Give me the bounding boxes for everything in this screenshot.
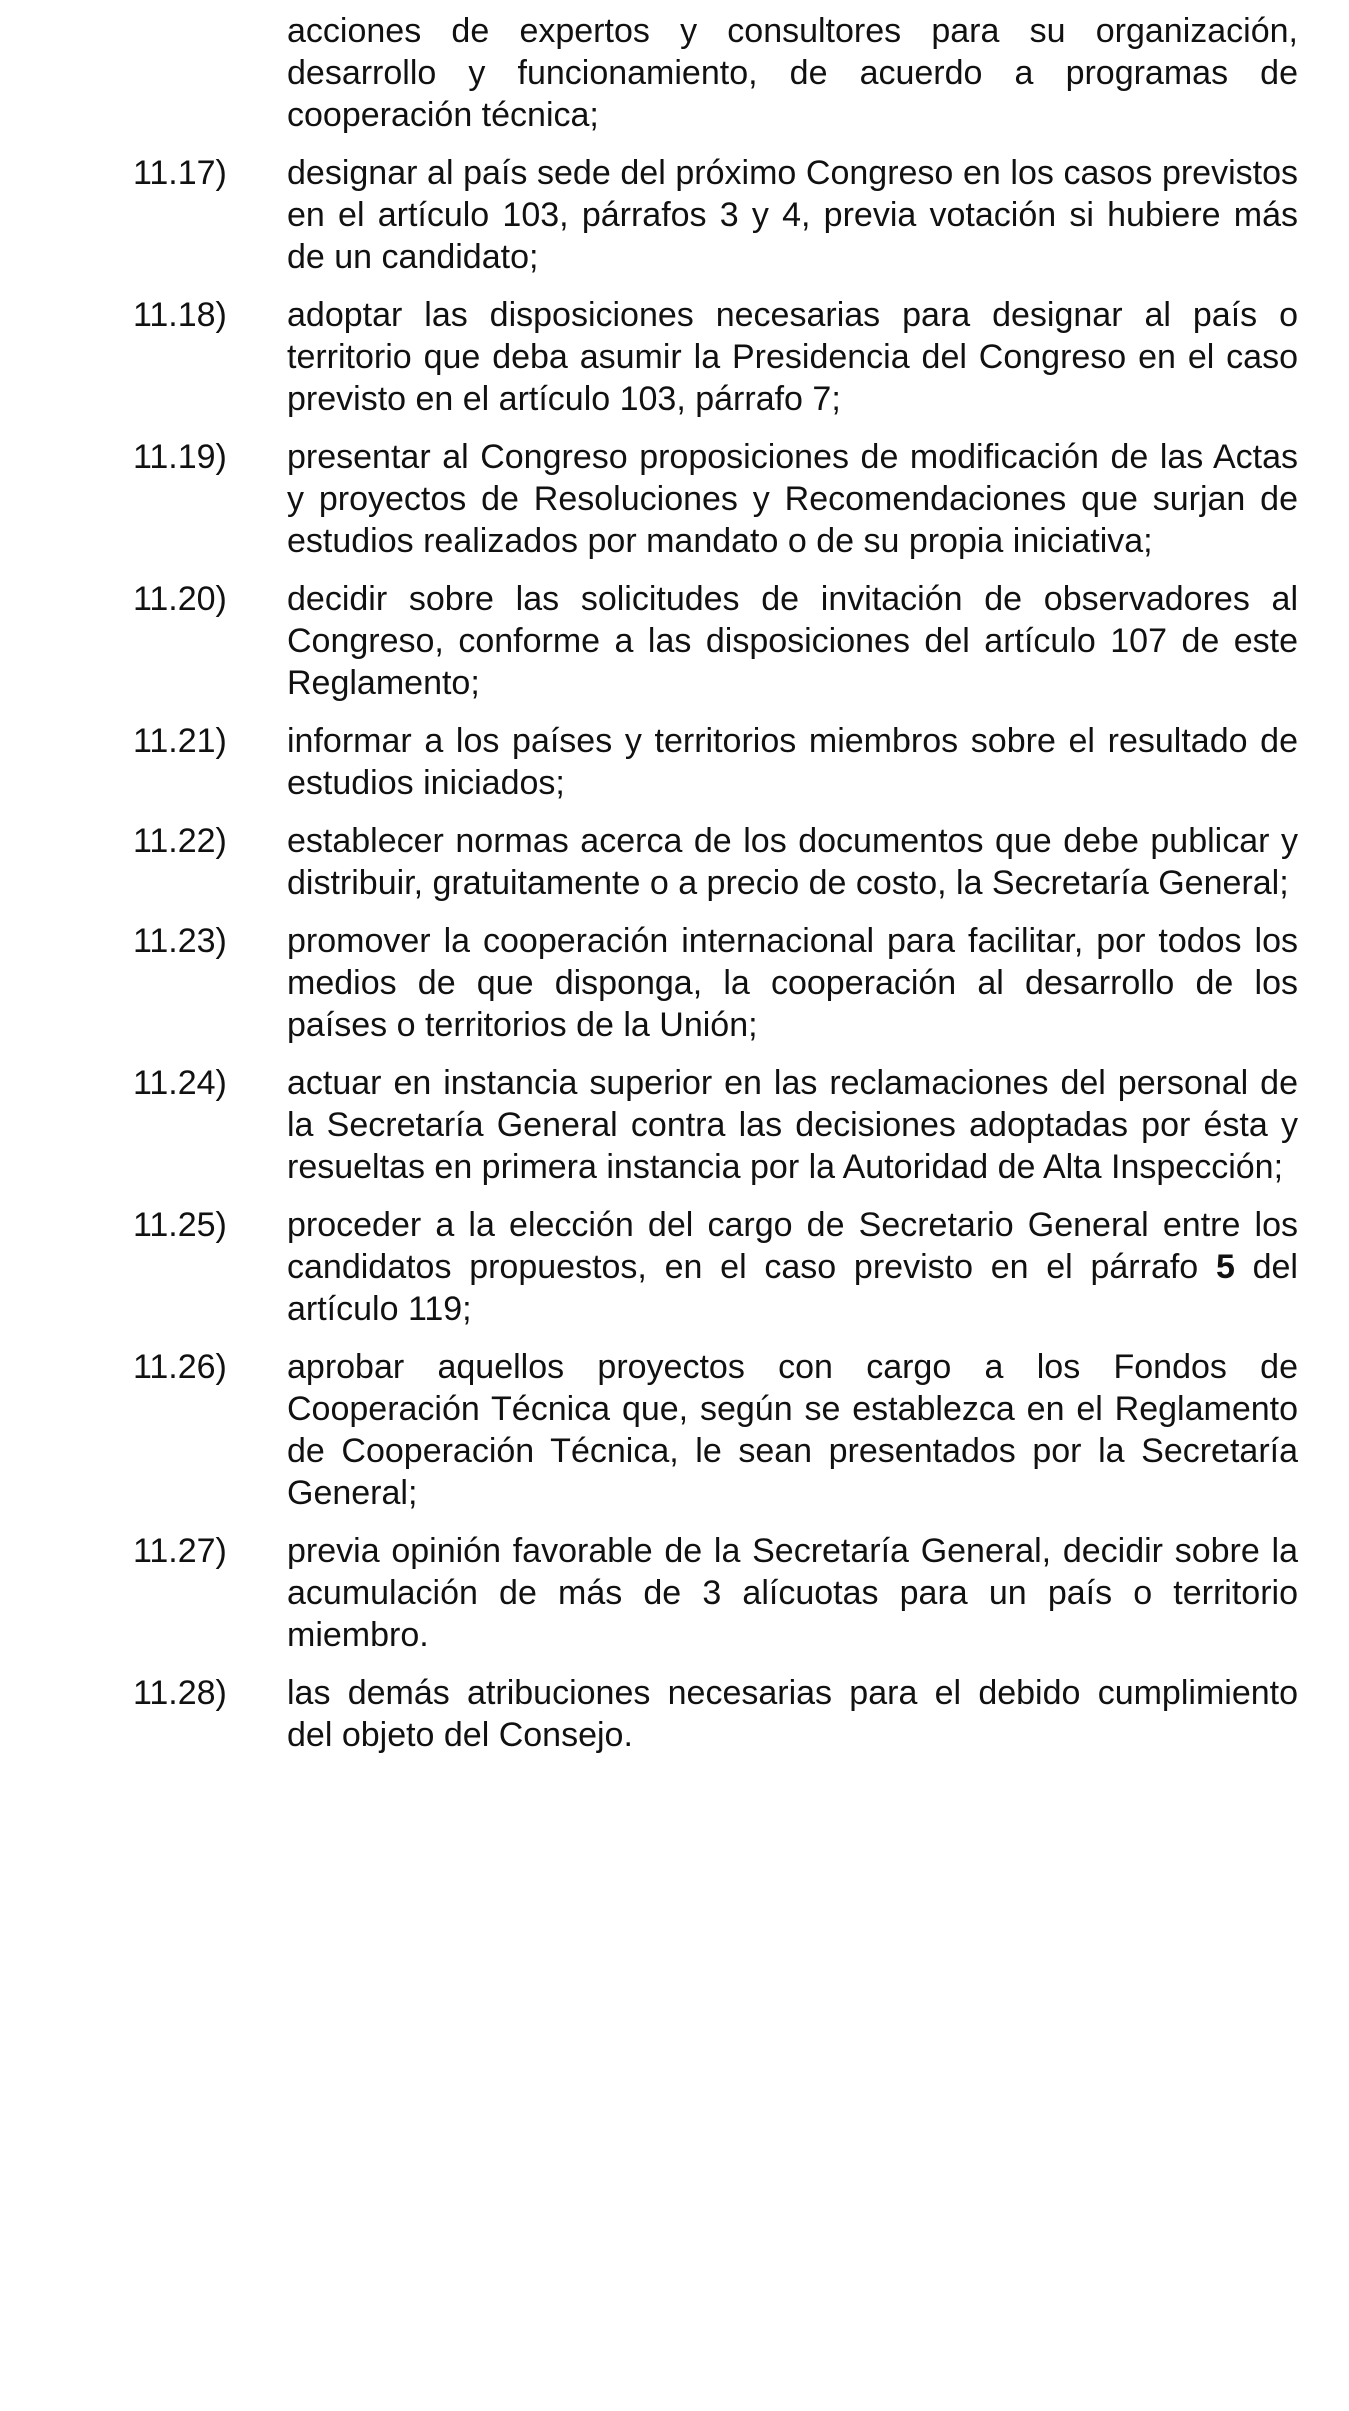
item-text: designar al país sede del próximo Congreso en los casos previstos en el artículo 103, párrafos 3 y 4, previa votación si hubiere más de un candidato; <box>287 154 1298 276</box>
item-number: 11.21) <box>133 722 227 760</box>
item-number: 11.26) <box>133 1348 227 1386</box>
item-number: 11.20) <box>133 580 227 618</box>
list-item-11-23 <box>133 920 1298 1046</box>
item-text: establecer normas acerca de los documentos que debe publicar y distribuir, gratuitamente o a precio de costo, la Secretaría General; <box>287 822 1298 902</box>
list-item-11-28 <box>133 1672 1298 1756</box>
item-text: las demás atribuciones necesarias para el debido cumplimiento del objeto del Consejo. <box>287 1674 1298 1754</box>
list-item-11-17 <box>133 152 1298 278</box>
item-text: adoptar las disposiciones necesarias para designar al país o territorio que deba asumir la Presidencia del Congreso en el caso previsto en el artículo 103, párrafo 7; <box>287 296 1298 418</box>
item-text: presentar al Congreso proposiciones de modificación de las Actas y proyectos de Resoluciones y Recomendaciones que surjan de estudios realizados por mandato o de su propia iniciativa; <box>287 438 1298 560</box>
item-text: informar a los países y territorios miembros sobre el resultado de estudios iniciados; <box>287 722 1298 802</box>
list-item-11-18 <box>133 294 1298 420</box>
item-text-before-strong: proceder a la elección del cargo de Secretario General entre los candidatos propuestos, en el caso previsto en el párrafo <box>287 1206 1298 1286</box>
item-text: previa opinión favorable de la Secretaría General, decidir sobre la acumulación de más de 3 alícuotas para un país o territorio miembro. <box>287 1532 1298 1654</box>
item-number: 11.24) <box>133 1064 227 1102</box>
bold-paragraph-number: 5 <box>1215 1248 1235 1286</box>
item-number: 11.27) <box>133 1532 227 1570</box>
item-text: promover la cooperación internacional para facilitar, por todos los medios de que disponga, la cooperación al desarrollo de los países o territorios de la Unión; <box>287 922 1298 1044</box>
continued-paragraph: acciones de expertos y consultores para su organización, desarrollo y funcionamiento, de acuerdo a programas de cooperación técnica; <box>287 12 1298 134</box>
list-item-11-26 <box>133 1346 1298 1514</box>
item-number: 11.22) <box>133 822 227 860</box>
item-text: aprobar aquellos proyectos con cargo a los Fondos de Cooperación Técnica que, según se establezca en el Reglamento de Cooperación Técnica, le sean presentados por la Secretaría General; <box>287 1348 1298 1512</box>
list-item-11-22 <box>133 820 1298 904</box>
item-number: 11.17) <box>133 154 227 192</box>
item-text: decidir sobre las solicitudes de invitación de observadores al Congreso, conforme a las disposiciones del artículo 107 de este Reglamento; <box>287 580 1298 702</box>
item-number: 11.25) <box>133 1206 227 1244</box>
item-text <box>287 1204 1298 1330</box>
item-number: 11.19) <box>133 438 227 476</box>
item-text-after-strong: del artículo 119; <box>287 1248 1298 1328</box>
list-item-11-24 <box>133 1062 1298 1188</box>
list-item-11-25 <box>133 1204 1298 1330</box>
list-item-11-27 <box>133 1530 1298 1656</box>
regulation-text-block <box>133 10 1298 1772</box>
item-number: 11.18) <box>133 296 227 334</box>
item-text: actuar en instancia superior en las reclamaciones del personal de la Secretaría General contra las decisiones adoptadas por ésta y resueltas en primera instancia por la Autoridad de Alta Inspección; <box>287 1064 1298 1186</box>
item-number: 11.23) <box>133 922 227 960</box>
item-number: 11.28) <box>133 1674 227 1712</box>
list-item-11-19 <box>133 436 1298 562</box>
list-item-11-20 <box>133 578 1298 704</box>
list-item-11-21 <box>133 720 1298 804</box>
